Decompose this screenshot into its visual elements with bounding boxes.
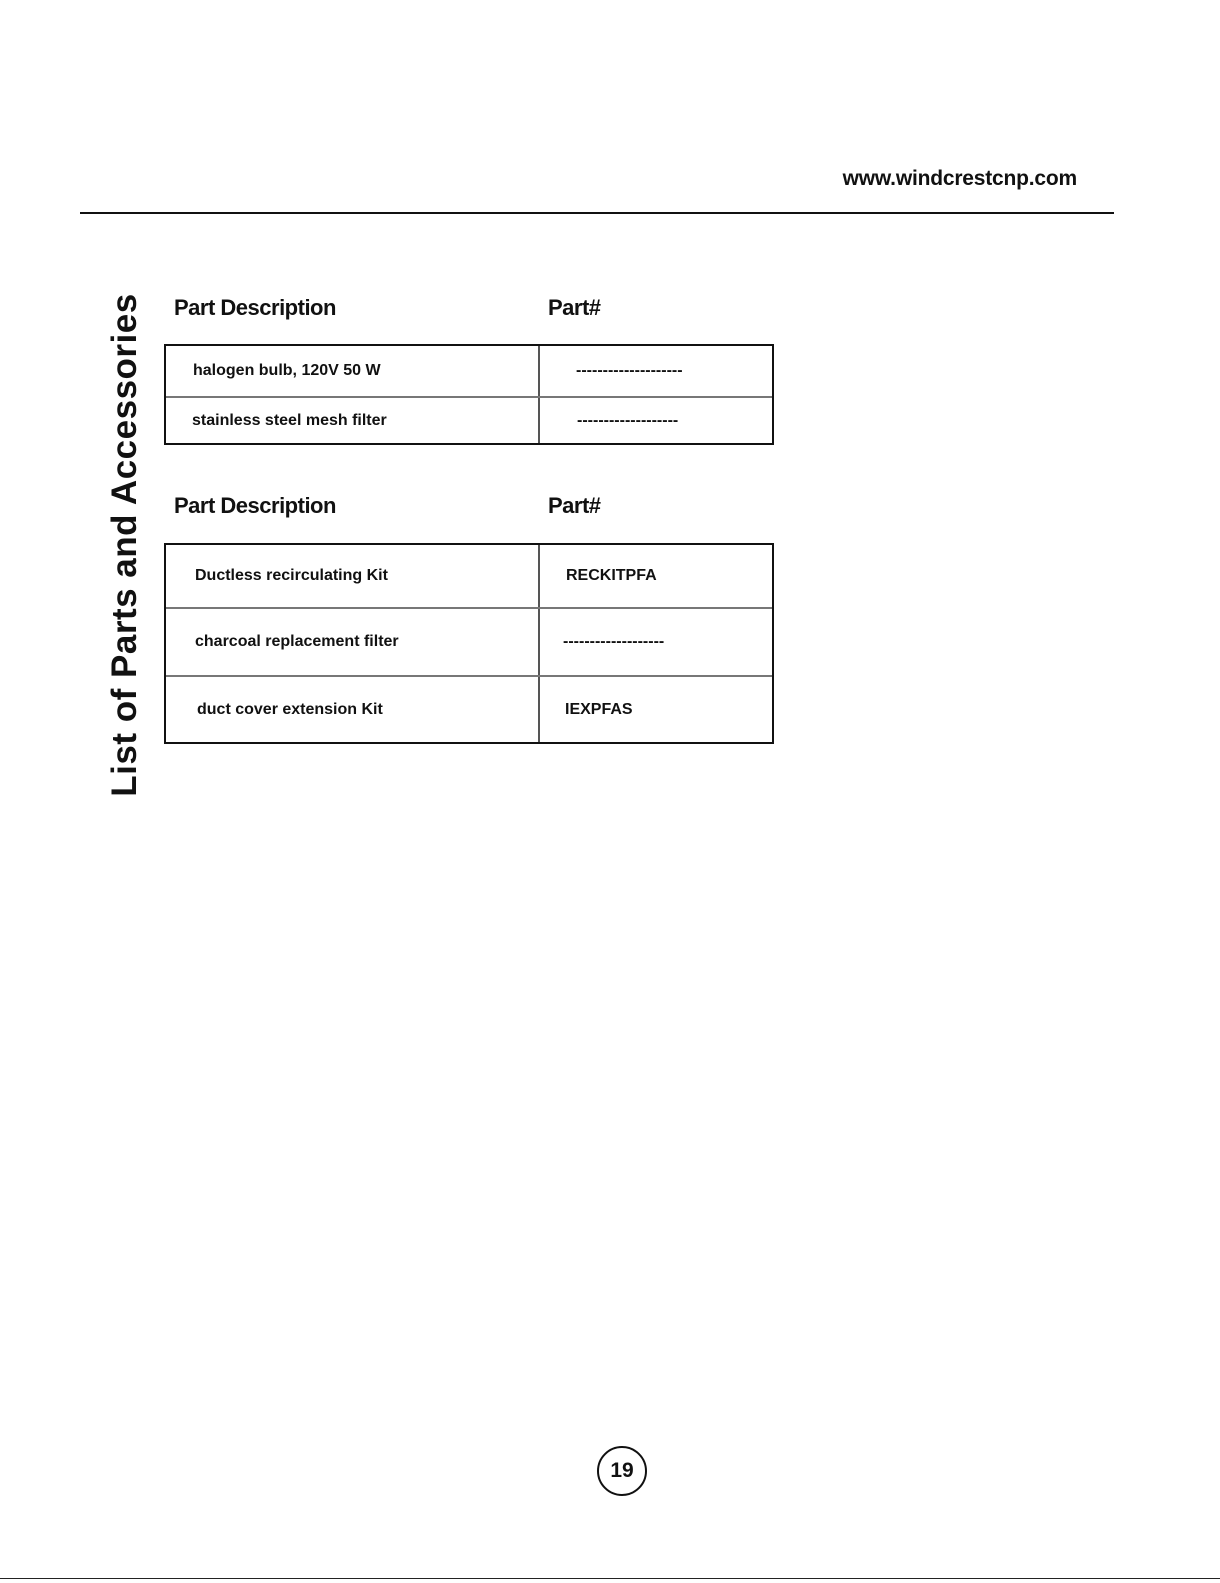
table2-description-header: Part Description: [174, 493, 336, 518]
table-row: [166, 675, 772, 742]
parts-table-2: [164, 543, 774, 744]
table1-description-header: Part Description: [174, 295, 336, 320]
table-row: [166, 346, 772, 396]
part-number: -------------------: [577, 411, 679, 429]
table2-part-header: Part#: [548, 493, 601, 518]
table1-part-header: Part#: [548, 295, 601, 320]
header-rule: [80, 212, 1114, 214]
part-description: charcoal replacement filter: [195, 633, 399, 650]
page-number: 19: [597, 1446, 647, 1496]
part-number: --------------------: [576, 362, 683, 379]
table-row: [166, 396, 772, 443]
part-description: stainless steel mesh filter: [192, 411, 387, 429]
part-number: RECKITPFA: [566, 567, 657, 584]
part-description: halogen bulb, 120V 50 W: [193, 362, 381, 379]
part-description: duct cover extension Kit: [197, 700, 383, 718]
bottom-rule: [0, 1578, 1220, 1579]
table-row: [166, 545, 772, 607]
table-row: [166, 607, 772, 675]
website-url: www.windcrestcnp.com: [842, 167, 1077, 190]
part-number: -------------------: [563, 633, 665, 650]
part-number: IEXPFAS: [565, 700, 633, 718]
part-description: Ductless recirculating Kit: [195, 567, 388, 584]
parts-table-1: [164, 344, 774, 445]
section-title: List of Parts and Accessories: [105, 293, 144, 797]
